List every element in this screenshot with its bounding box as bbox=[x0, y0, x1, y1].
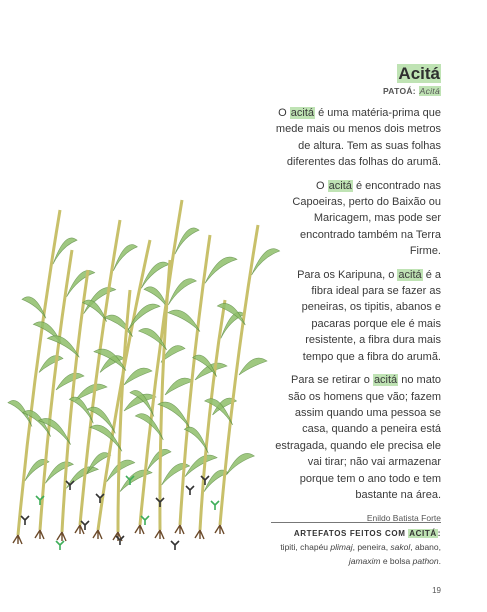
leaf bbox=[66, 467, 98, 489]
paragraphs bbox=[273, 105, 441, 503]
leaf bbox=[120, 470, 152, 492]
root bbox=[93, 530, 102, 539]
leaf bbox=[226, 453, 254, 475]
root bbox=[175, 525, 184, 534]
highlighted-term: acitá bbox=[328, 179, 352, 192]
paragraph-2: O acitá é encontrado nas Capoeiras, perto do Baixão ou Maricagem, mas pode ser encontrado também na Terra Firme. bbox=[292, 179, 441, 258]
artefato-text: , abano, bbox=[410, 542, 441, 552]
artefato-text: . bbox=[438, 556, 441, 566]
root bbox=[195, 530, 204, 539]
root bbox=[35, 530, 44, 539]
leaf bbox=[67, 270, 95, 296]
sprout bbox=[141, 516, 149, 525]
leaf bbox=[124, 368, 152, 385]
root bbox=[75, 525, 84, 534]
root bbox=[57, 532, 66, 541]
artefatos-list bbox=[271, 540, 441, 568]
artefato-native-term: pathon bbox=[412, 556, 439, 566]
leaf bbox=[45, 462, 73, 484]
author-credit: Enildo Batista Forte bbox=[366, 513, 441, 524]
patoa-line bbox=[383, 86, 441, 96]
leaf bbox=[56, 373, 84, 390]
artefato-native-term: sakol bbox=[390, 542, 411, 552]
sprout bbox=[21, 516, 29, 525]
sprout bbox=[171, 541, 179, 550]
artefatos-heading: ARTEFATOS FEITOS COM ACITÁ: bbox=[293, 529, 441, 538]
highlighted-term: acitá bbox=[373, 374, 398, 387]
root bbox=[215, 525, 224, 534]
leaf bbox=[75, 384, 107, 401]
sprout bbox=[56, 541, 64, 550]
paragraph-3: Para os Karipuna, o acitá é a fibra ideal para se fazer as peneiras, os tipitis, abanos e pacaras porque ele é mais resistente, a fibra dura mais tempo que a fibra do arumã. bbox=[297, 268, 441, 363]
sprout bbox=[186, 486, 194, 495]
sprout bbox=[211, 501, 219, 510]
paragraph-1: O acitá é uma matéria-prima que mede mais ou menos dois metros de altura. Tem as suas folhas diferentes das folhas do arumã. bbox=[275, 107, 441, 169]
leaf bbox=[175, 228, 199, 254]
patoa-value: Acitá bbox=[419, 86, 440, 96]
artefato-native-term: plimaj bbox=[330, 542, 353, 552]
page-title: Acitá bbox=[398, 64, 440, 83]
root bbox=[135, 525, 144, 534]
artefato-text: tipiti, chapéu bbox=[280, 542, 331, 552]
leaf bbox=[90, 425, 122, 451]
leaf bbox=[239, 358, 267, 375]
paragraph-4: Para se retirar o acitá no mato são os homens que vão; fazem assim quando uma pessoa se casa, quando a peneira está estragada, quando ele precisa ele vai tirar; não vai armazenar porque tem o ano todo e tem bastante na área. bbox=[275, 374, 441, 501]
root bbox=[155, 530, 164, 539]
leaf bbox=[165, 378, 193, 395]
leaf bbox=[47, 336, 79, 358]
acita-plants-illustration bbox=[0, 180, 285, 580]
leaf bbox=[53, 238, 77, 264]
patoa-label: PATOÁ: bbox=[382, 86, 416, 96]
leaf bbox=[113, 245, 137, 271]
body-text bbox=[273, 105, 441, 534]
artefato-native-term: jamaxim bbox=[348, 556, 381, 566]
highlighted-term: acitá bbox=[290, 107, 315, 119]
artefato-text: e bolsa bbox=[380, 556, 413, 566]
leaf bbox=[168, 279, 196, 305]
page-number: 19 bbox=[432, 586, 441, 595]
leaf bbox=[39, 356, 63, 373]
root bbox=[13, 535, 22, 544]
artefatos-box bbox=[271, 522, 441, 568]
leaf bbox=[205, 257, 237, 283]
leaf bbox=[39, 418, 71, 444]
leaf bbox=[168, 310, 200, 332]
artefato-text: , peneira, bbox=[352, 542, 391, 552]
highlighted-term: acitá bbox=[398, 268, 422, 281]
